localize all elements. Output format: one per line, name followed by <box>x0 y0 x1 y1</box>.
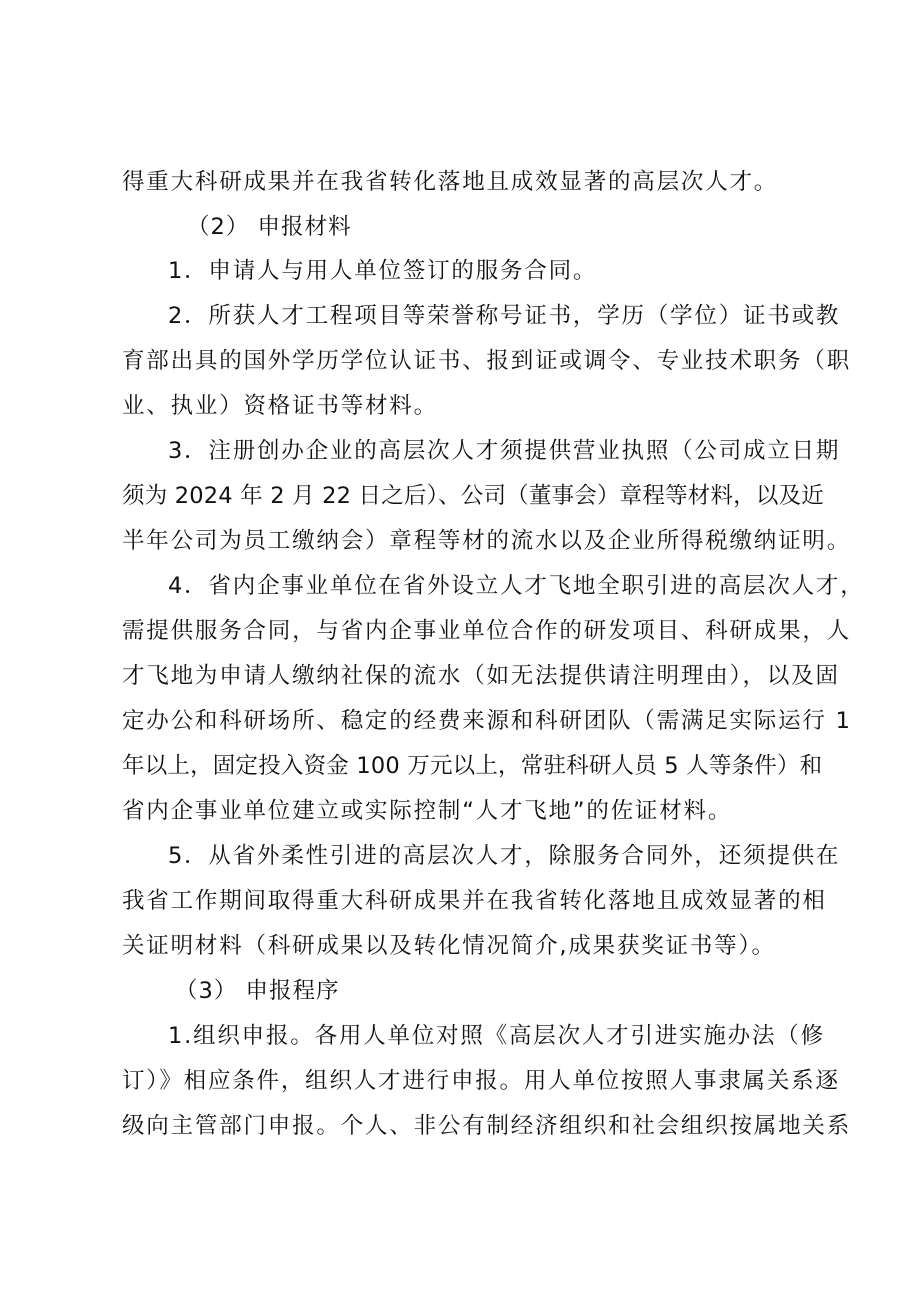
text-line: 关证明材料（科研成果以及转化情况简介,成果获奖证书等）。 <box>122 933 776 959</box>
text-line: 须为 2024 年 2 月 22 日之后）、公司（董事会）章程等材料，以及近 <box>122 483 824 509</box>
section-heading: （3） 申报程序 <box>175 978 340 1004</box>
text-line: 5．从省外柔性引进的高层次人才，除服务合同外，还须提供在 <box>168 843 841 869</box>
text-line: 省内企事业单位建立或实际控制“人才飞地”的佐证材料。 <box>122 798 733 824</box>
text-line: 4．省内企事业单位在省外设立人才飞地全职引进的高层次人才， <box>168 573 865 599</box>
text-line: 得重大科研成果并在我省转化落地且成效显著的高层次人才。 <box>122 169 779 195</box>
text-line: 定办公和科研场所、稳定的经费来源和科研团队（需满足实际运行 1 <box>122 708 852 734</box>
text-line: 业、执业）资格证书等材料。 <box>122 393 438 419</box>
text-line: 年以上，固定投入资金 100 万元以上，常驻科研人员 5 人等条件）和 <box>122 753 823 779</box>
text-line: 级向主管部门申报。个人、非公有制经济组织和社会组织按属地关系 <box>122 1113 852 1139</box>
text-line: 才飞地为申请人缴纳社保的流水（如无法提供请注明理由），以及固 <box>122 663 840 689</box>
text-line: 需提供服务合同，与省内企事业单位合作的研发项目、科研成果，人 <box>122 618 852 644</box>
text-line: 2．所获人才工程项目等荣誉称号证书，学历（学位）证书或教 <box>168 303 841 329</box>
text-line: 1.组织申报。各用人单位对照《高层次人才引进实施办法（修 <box>168 1023 825 1049</box>
text-line: 订）》相应条件，组织人才进行申报。用人单位按照人事隶属关系逐 <box>122 1068 840 1094</box>
text-line: 半年公司为员工缴纳会）章程等材的流水以及企业所得税缴纳证明。 <box>122 528 852 554</box>
text-line: 1．申请人与用人单位签订的服务合同。 <box>168 258 598 284</box>
text-line: 育部出具的国外学历学位认证书、报到证或调令、专业技术职务（职 <box>122 348 852 374</box>
section-heading: （2） 申报材料 <box>187 214 352 240</box>
text-line: 我省工作期间取得重大科研成果并在我省转化落地且成效显著的相 <box>122 888 827 914</box>
text-line: 3．注册创办企业的高层次人才须提供营业执照（公司成立日期 <box>168 438 841 464</box>
